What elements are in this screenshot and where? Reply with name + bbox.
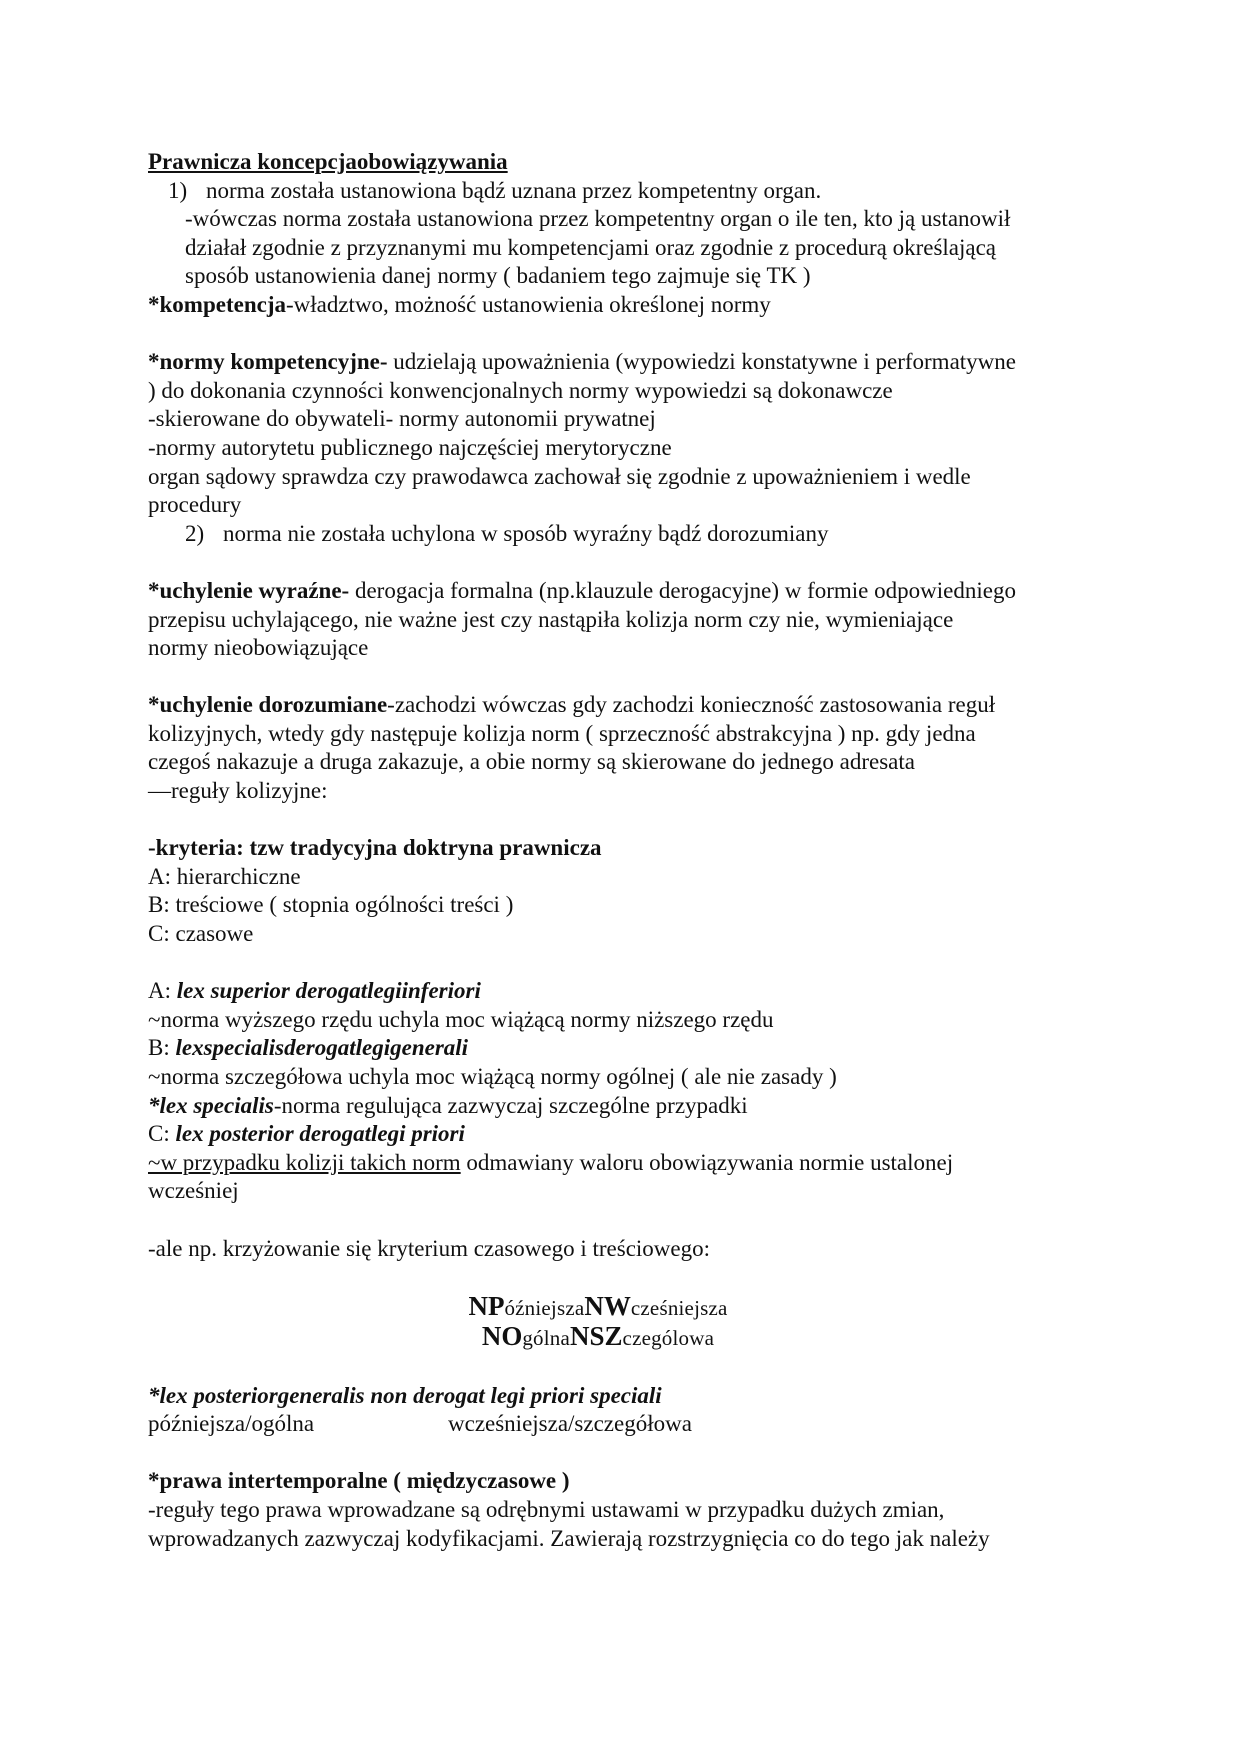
criterion-c: C: czasowe <box>148 921 254 947</box>
definition: -zachodzi wówczas gdy zachodzi konieczność zastosowania reguł <box>387 692 996 718</box>
criterion-a: A: hierarchiczne <box>148 863 301 889</box>
paragraph-line: przepisu uchylającego, nie ważne jest czy nastąpiła kolizja norm czy nie, wymieniające <box>148 606 954 632</box>
paragraph-line: -reguły tego prawa wprowadzane są odrębnymi ustawami w przypadku dużych zmian, <box>148 1496 945 1522</box>
term: *kompetencja <box>148 291 286 317</box>
paragraph-line: normy nieobowiązujące <box>148 635 369 661</box>
rule-name: lex superior derogatlegiinferiori <box>176 978 481 1004</box>
paragraph-line: -normy autorytetu publicznego najczęściej merytoryczne <box>148 434 672 460</box>
term: *lex specialis <box>148 1092 274 1118</box>
label-right: wcześniejsza/szczegółowa <box>448 1411 692 1437</box>
paragraph-line: procedury <box>148 492 242 518</box>
paragraph-line: wcześniej <box>148 1178 239 1204</box>
abbr: NO <box>481 1321 523 1352</box>
intertemporal-heading: *prawa intertemporalne ( międzyczasowe ) <box>148 1468 570 1494</box>
abbr: NSZ <box>570 1321 623 1352</box>
definition-uchylenie-wyrazne <box>148 577 1108 606</box>
rule-description <box>148 1149 1108 1178</box>
criterion-b: B: treściowe ( stopnia ogólności treści ) <box>148 892 514 918</box>
rule-name: lexspecialisderogatlegigenerali <box>175 1035 469 1061</box>
rule-a <box>148 977 1108 1006</box>
list-text: norma nie została uchylona w sposób wyraźny bądź dorozumiany <box>223 520 829 546</box>
document-title: Prawnicza koncepcjaobowiązywania <box>148 149 508 174</box>
paragraph-line: organ sądowy sprawdza czy prawodawca zachował się zgodnie z upoważnieniem i wedle <box>148 463 971 489</box>
list-item-2 <box>148 520 1108 549</box>
paragraph-line: -skierowane do obywateli- normy autonomii prywatnej <box>148 406 656 432</box>
rule-description: ~norma wyższego rzędu uchyla moc wiążącą normy niższego rzędu <box>148 1006 774 1032</box>
underlined-text: ~w przypadku kolizji takich norm <box>148 1149 461 1175</box>
definition-uchylenie-dorozumiane <box>148 691 1108 720</box>
text: cześniejsza <box>630 1295 728 1320</box>
rule-note <box>148 1092 1108 1121</box>
paragraph-line: -ale np. krzyżowanie się kryterium czasowego i treściowego: <box>148 1235 711 1261</box>
definition: -norma regulująca zazwyczaj szczególne przypadki <box>273 1092 748 1118</box>
text: czególowa <box>622 1326 715 1351</box>
text: gólna <box>522 1326 571 1351</box>
text: odmawiany waloru obowiązywania normie ustalonej <box>460 1149 954 1175</box>
paragraph-line: ) do dokonania czynności konwencjonalnych normy wypowiedzi są dokonawcze <box>148 377 893 403</box>
paragraph-line: —reguły kolizyjne: <box>148 778 328 804</box>
definition-kompetencja <box>148 291 1108 320</box>
centered-formula-1 <box>148 1292 1048 1323</box>
paragraph-line: sposób ustanowienia danej normy ( badaniem tego zajmuje się TK ) <box>185 263 811 289</box>
rule-c <box>148 1120 1108 1149</box>
document-body <box>148 148 1108 1553</box>
rule-prefix: A: <box>148 978 177 1004</box>
rule-b <box>148 1034 1108 1063</box>
paragraph-line: kolizyjnych, wtedy gdy następuje kolizja norm ( sprzeczność abstrakcyjna ) np. gdy jedna <box>148 720 976 746</box>
term: *normy kompetencyjne- <box>148 349 388 375</box>
definition: derogacja formalna (np.klauzule derogacyjne) w formie odpowiedniego <box>349 577 1016 603</box>
paragraph-line: czegoś nakazuje a druga zakazuje, a obie normy są skierowane do jednego adresata <box>148 749 915 775</box>
paragraph-line: działał zgodnie z przyznanymi mu kompetencjami oraz zgodnie z procedurą określającą <box>185 234 997 260</box>
rule-name: lex posterior derogatlegi priori <box>175 1121 465 1147</box>
label-left: późniejsza/ogólna <box>148 1411 315 1437</box>
list-number: 2) <box>185 520 205 546</box>
list-text: norma została ustanowiona bądź uznana przez kompetentny organ. <box>206 177 822 203</box>
rule-prefix: B: <box>148 1035 176 1061</box>
definition-normy-kompetencyjne <box>148 348 1108 377</box>
term: *uchylenie wyraźne- <box>148 577 350 603</box>
definition: -władztwo, możność ustanowienia określonej normy <box>285 291 771 317</box>
abbr: NP <box>468 1290 505 1321</box>
paragraph-line: -wówczas norma została ustanowiona przez kompetentny organ o ile ten, kto ją ustanowił <box>185 206 1011 232</box>
text: óźniejsza <box>504 1295 585 1320</box>
abbr: NW <box>584 1290 631 1321</box>
definition: udzielają upoważnienia (wypowiedzi konstatywne i performatywne <box>387 349 1016 375</box>
term: *uchylenie dorozumiane <box>148 692 388 718</box>
rule-description: ~norma szczegółowa uchyla moc wiążącą normy ogólnej ( ale nie zasady ) <box>148 1064 837 1089</box>
paragraph-line: wprowadzanych zazwyczaj kodyfikacjami. Zawierają rozstrzygnięcia co do tego jak należy <box>148 1525 990 1551</box>
criteria-heading: -kryteria: tzw tradycyjna doktryna prawnicza <box>148 835 602 861</box>
rule-posterior-labels <box>148 1410 1108 1439</box>
list-number: 1) <box>168 177 188 203</box>
centered-formula-2 <box>148 1322 1048 1353</box>
rule-prefix: C: <box>148 1121 176 1147</box>
rule-posterior: *lex posteriorgeneralis non derogat legi priori speciali <box>148 1382 662 1408</box>
list-item-1 <box>148 177 1108 206</box>
